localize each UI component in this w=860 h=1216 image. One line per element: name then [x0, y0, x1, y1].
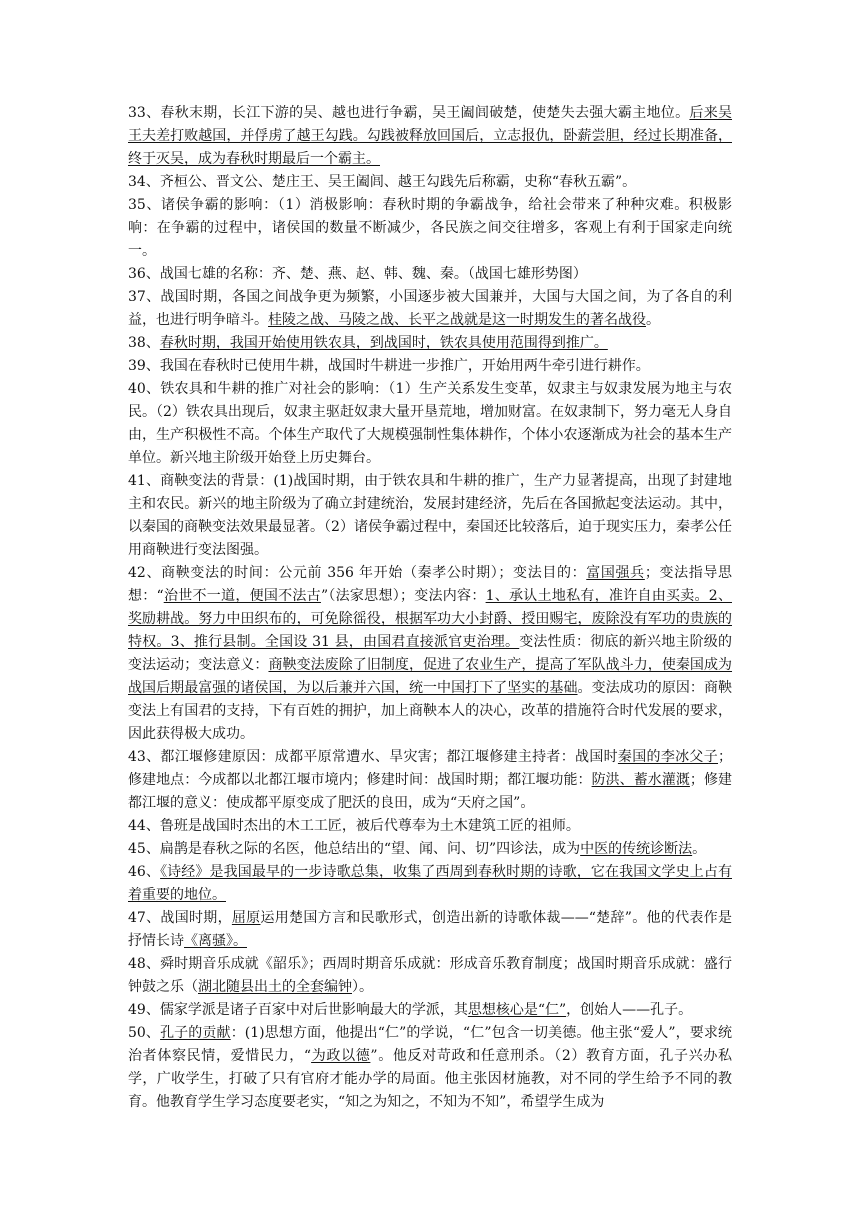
- underlined-text: 1、承认土地私有，准许自由买卖。2、奖励耕战。努力中田织布的，可免除徭役，根据军功大小封爵、授田赐宅，废除没有军功的贵族的特权。3、推行县制。全国设 31 县，由国君直接派官吏治理。: [128, 588, 732, 650]
- underlined-text: 《诗经》是我国最早的一步诗歌总集，收集了西周到春秋时期的诗歌，它在我国文学史上占有着重要的地位。: [128, 864, 732, 903]
- paragraph: [128, 263, 732, 286]
- paragraph: [128, 286, 732, 332]
- text-segment: 42、商鞅变法的时间：公元前 356 年开始（秦孝公时期）；变法目的：: [128, 565, 587, 581]
- paragraph: [128, 1022, 732, 1114]
- paragraph: [128, 838, 732, 861]
- text-segment: 33、春秋末期，长江下游的吴、越也进行争霸，吴王阖闾破楚，使楚失去强大霸主地位。: [128, 105, 690, 121]
- underlined-text: 防洪、蓄水灌溉: [591, 772, 690, 788]
- text-segment: 37、战国时期，各国之间战争更为频繁，小国逐步被大国兼并，大国与大国之间，为了各自的利益，也进行明争暗斗。: [128, 289, 732, 328]
- text-segment: ”。他反对苛政和任意刑杀。（2）教育方面，孔子兴办私学，广收学生，打破了只有官府才能办学的局面。他主张因材施教，对不同的学生给予不同的教育。他教育学生学习态度要老实，“知之为知之，不知为不知”，希望学生成为: [128, 1048, 732, 1110]
- text-segment: ，创始人——孔子。: [566, 1002, 693, 1018]
- underlined-text: 秦国的李冰父子: [617, 749, 719, 765]
- text-segment: 50、: [128, 1025, 161, 1041]
- text-segment: 47、战国时期，: [128, 910, 232, 926]
- text-segment: 39、我国在春秋时已使用牛耕，战国时牛耕进一步推广，开始用两牛牵引进行耕作。: [128, 358, 650, 374]
- paragraph: [128, 470, 732, 562]
- underlined-text: 富国强兵: [586, 565, 645, 581]
- text-segment: ；修建都江堰的意义：使成都平原变成了肥沃的良田，成为“天府之国”。: [128, 772, 733, 811]
- paragraph: [128, 355, 732, 378]
- paragraph: [128, 562, 732, 746]
- text-segment: ：(1)思想方面，他提出“仁”的学说，“仁”包含一切美德。他主张“爱人”，要求统治者体察民情，爱惜民力，“: [128, 1025, 732, 1064]
- paragraph: [128, 194, 732, 263]
- paragraph: [128, 378, 732, 470]
- underlined-text: 《离骚》。: [184, 933, 247, 949]
- text-segment: ；修建地点：今成都以北都江堰市境内；修建时间：战国时期；都江堰功能：: [128, 749, 733, 788]
- paragraph: [128, 953, 732, 999]
- paragraph: [128, 102, 732, 171]
- text-segment: 41、商鞅变法的背景：(1)战国时期，由于铁农具和牛耕的推广，生产力显著提高，出现了封建地主和农民。新兴的地主阶级为了确立封建统治，发展封建经济，先后在各国掀起变法运动。其中，以秦国的商鞅变法效果最显著。（2）诸侯争霸过程中，秦国还比较落后，迫于现实压力，秦孝公任用商鞅进行变法图强。: [128, 473, 732, 558]
- text-segment: 45、扁鹊是春秋之际的名医，他总结出的“望、闻、问、切”四诊法，成为: [128, 841, 581, 857]
- text-segment: 。: [646, 312, 660, 328]
- text-segment: 46、: [128, 864, 161, 880]
- text-segment: 49、儒家学派是诸子百家中对后世影响最大的学派，其: [128, 1002, 468, 1018]
- paragraph: [128, 861, 732, 907]
- text-segment: 运用楚国方言和民歌形式，创造出新的诗歌体裁——“楚辞”。他的代表作是抒情长诗: [128, 910, 732, 949]
- underlined-text: 春秋时期，我国开始使用铁农具，到战国时，铁农具使用范围得到推广。: [159, 335, 608, 351]
- underlined-text: 为政以德: [311, 1048, 371, 1064]
- underlined-text: 孔子的贡献: [160, 1025, 231, 1041]
- text-segment: 38、: [128, 335, 160, 351]
- text-segment: 35、诸侯争霸的影响：（1）消极影响：春秋时期的争霸战争，给社会带来了种种灾难。积极影响：在争霸的过程中，诸侯国的数量不断减少，各民族之间交往增多，客观上有利于国家走向统一。: [128, 197, 732, 259]
- underlined-text: 桂陵之战、马陵之战、长平之战就是这一时期发生的著名战役: [268, 312, 646, 328]
- paragraph: [128, 171, 732, 194]
- paragraph: [128, 907, 732, 953]
- underlined-text: 治世不一道，便国不法古: [163, 588, 321, 604]
- paragraph: [128, 999, 732, 1022]
- underlined-text: 商鞅变法废除了旧制度，促进了农业生产，提高了军队战斗力，使秦国成为战国后期最富强的诸侯国，为以后兼并六国，统一中国打下了坚实的基础: [128, 657, 733, 696]
- text-segment: 34、齐桓公、晋文公、楚庄王、吴王阖闾、越王勾践先后称霸，史称“春秋五霸”。: [128, 174, 637, 190]
- underlined-text: 后来吴王夫差打败越国，并俘虏了越王勾践。勾践被释放回国后，立志报仇，卧薪尝胆，经过长期准备，终于灭吴，成为春秋时期最后一个霸主。: [128, 105, 733, 167]
- text-segment: 43、都江堰修建原因：成都平原常遭水、旱灾害；都江堰修建主持者：战国时: [128, 749, 618, 765]
- underlined-text: 思想核心是“仁”: [467, 1002, 567, 1018]
- text-segment: 40、铁农具和牛耕的推广对社会的影响：（1）生产关系发生变革，奴隶主与奴隶发展为地主与农民。（2）铁农具出现后，奴隶主驱赶奴隶大量开垦荒地，增加财富。在奴隶制下，努力毫无人身自由，生产积极性不高。个体生产取代了大规模强制性集体耕作，个体小农逐渐成为社会的基本生产单位。新兴地主阶级开始登上历史舞台。: [128, 381, 732, 466]
- text-segment: 。变法成功的原因：商鞅变法上有国君的支持，下有百姓的拥护，加上商鞅本人的决心，改革的措施符合时代发展的要求，因此获得极大成功。: [128, 680, 733, 742]
- text-segment: 44、鲁班是战国时杰出的木工工匠，被后代尊奉为土木建筑工匠的祖师。: [128, 818, 580, 834]
- text-segment: ”（法家思想）；变法内容：: [320, 588, 486, 604]
- paragraph: [128, 815, 732, 838]
- document-body: [128, 102, 732, 1114]
- text-segment: 36、战国七雄的名称：齐、楚、燕、赵、韩、魏、秦。（战国七雄形势图）: [128, 266, 587, 282]
- text-segment: 48、舜时期音乐成就《韶乐》；西周时期音乐成就：形成音乐教育制度；战国时期音乐成就：盛行钟鼓之乐（: [128, 956, 732, 995]
- text-segment: ；变法指导思想：“: [128, 565, 733, 604]
- text-segment: ）。: [352, 979, 373, 995]
- paragraph: [128, 746, 732, 815]
- text-segment: 变法性质：彻底的新兴地主阶级的变法运动；变法意义：: [128, 634, 733, 673]
- underlined-text: 湖北随县出土的全套编钟: [198, 979, 352, 995]
- underlined-text: 中医的传统诊断法: [580, 841, 693, 857]
- text-segment: 。: [692, 841, 707, 857]
- paragraph: [128, 332, 732, 355]
- underlined-text: 屈原: [231, 910, 261, 926]
